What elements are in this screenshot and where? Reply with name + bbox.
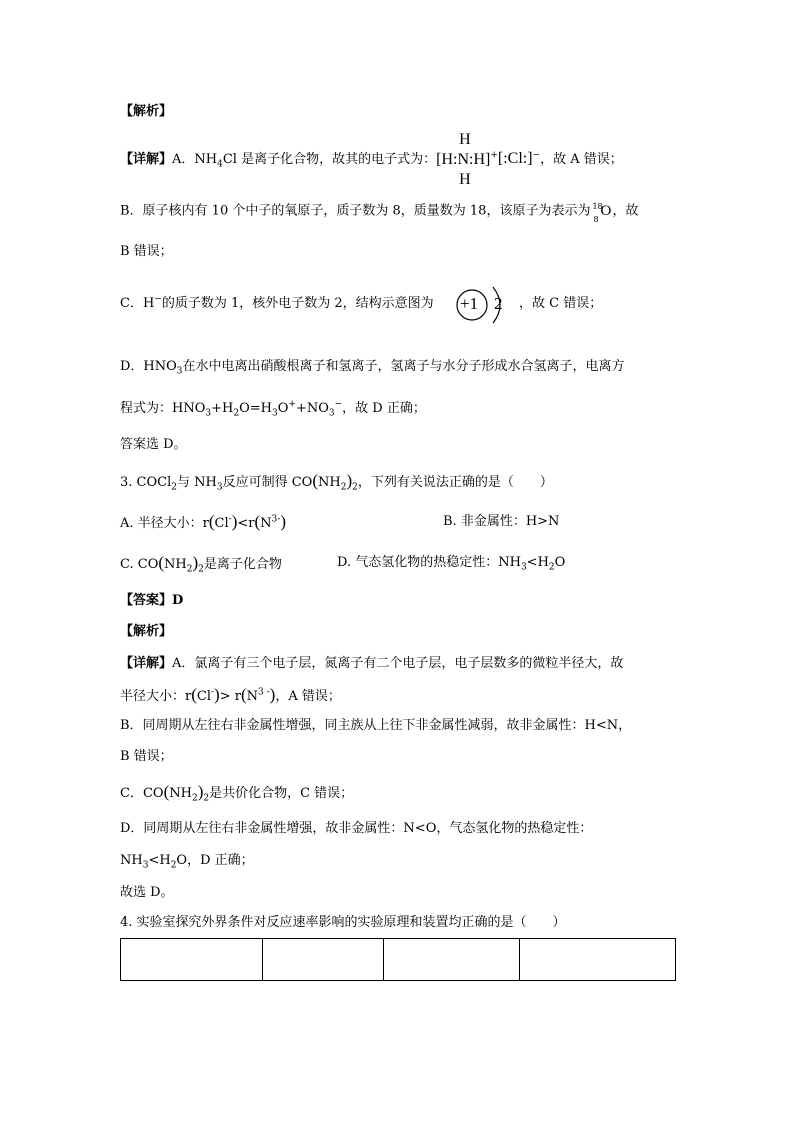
table-row — [121, 939, 676, 981]
table-cell — [263, 939, 383, 981]
detail-option-b-line2: B 错误； — [120, 244, 173, 259]
detail-option-c-end: ，故 C 错误； — [519, 296, 603, 311]
detail-option-d-line2: 程式为：$HNO_3+H_2O=H_3O^++NO_3^-$，故 D 正确； — [120, 399, 426, 419]
question-3-option-c: C. $CO(NH_2)_2$是离子化合物 — [120, 553, 282, 575]
question-3-detail-c: C．$CO(NH_2)_2$是共价化合物，C 错误； — [120, 782, 354, 804]
oxygen-isotope-notation: 18 8 O — [592, 202, 612, 224]
question-3-detail-b-line1: B．同周期从左往右非金属性增强，同主族从上往下非金属性减弱，故非金属性：H<N， — [120, 718, 632, 733]
question-3-option-d: D. 气态氢化物的热稳定性：$NH_3<H_2O$ — [337, 555, 566, 573]
question-4-table — [120, 938, 676, 981]
question-3-analysis-heading: 【解析】 — [120, 624, 173, 639]
table-cell — [519, 939, 675, 981]
detail-option-b-line1: B．原子核内有 10 个中子的氧原子，质子数为 8，质量数为 18，该原子为表示为 18 8 O ，故 — [120, 202, 639, 224]
detail-option-c: C．H−的质子数为 1，核外电子数为 2，结构示意图为 — [120, 294, 434, 311]
question-3-option-a: A. 半径大小：$r(Cl^-)<r(N^{3-})$ — [120, 512, 286, 531]
detail-option-a: 【详解】A．$NH_4Cl$ 是离子化合物，故其的电子式为： H [H:N:H] H +[:Cl:]−，故 A 错误； — [120, 130, 623, 188]
section2-answer: 答案选 D。 — [120, 437, 187, 452]
question-3-stem: 3. COCl$_2$与 $NH_3$反应可制得 $CO(NH_2)_2$，下列有关说法正确的是（ ） — [120, 471, 553, 493]
question-3-detail-b-line2: B 错误； — [120, 749, 173, 764]
question-3-detail-a-line2: 半径大小：$r(Cl^-)> r(N^{3 -})$，A 错误； — [120, 685, 341, 704]
chloride-electron-formula: [:Cl:] — [497, 150, 533, 167]
table-cell — [121, 939, 263, 981]
question-4-stem: 4. 实验室探究外界条件对反应速率影响的实验原理和装置均正确的是（ ） — [120, 915, 566, 930]
table-cell — [383, 939, 519, 981]
analysis-heading: 【解析】 — [120, 104, 173, 119]
question-3-detail-d-line1: D．同周期从左往右非金属性增强，故非金属性：N<O，气态氢化物的热稳定性： — [120, 821, 593, 836]
hydride-structure-diagram: +1 2 — [455, 285, 515, 325]
detail-option-d-line1: D．$HNO_3$在水中电离出硝酸根离子和氢离子，氢离子与水分子形成水合氢离子，电离方 — [120, 359, 625, 377]
question-3-answer: 【答案】D — [120, 593, 184, 608]
question-3-final-answer: 故选 D。 — [120, 885, 174, 900]
question-3-detail-a-line1: 【详解】A．氯离子有三个电子层，氮离子有二个电子层，电子层数多的微粒半径大，故 — [120, 656, 624, 671]
ammonium-electron-formula: H [H:N:H] H — [436, 130, 491, 188]
question-3-detail-d-line2: $NH_3<H_2O$，D 正确； — [120, 853, 254, 871]
question-3-option-b: B. 非金属性：H>N — [443, 514, 560, 529]
